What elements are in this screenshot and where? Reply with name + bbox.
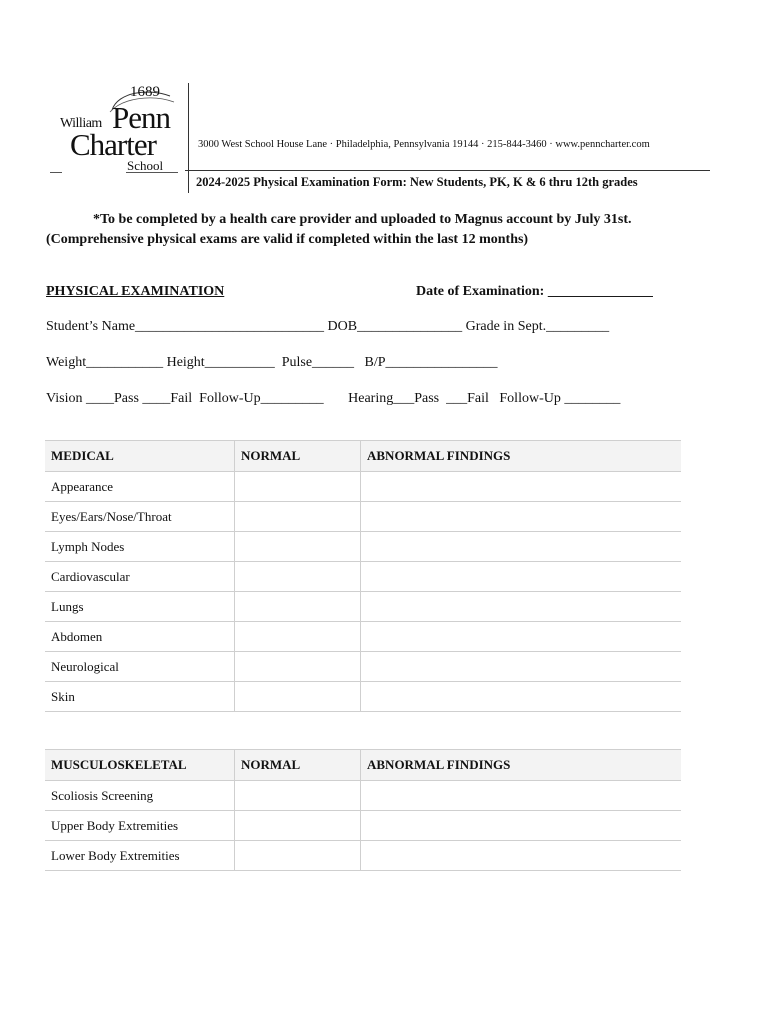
row-label: Scoliosis Screening: [45, 781, 235, 811]
row-label: Lower Body Extremities: [45, 841, 235, 871]
normal-cell[interactable]: [235, 652, 361, 682]
table-row: [45, 811, 681, 841]
header-divider-vertical: [188, 83, 189, 193]
abnormal-findings-cell[interactable]: [361, 652, 682, 682]
table-row: [45, 532, 681, 562]
header-normal: NORMAL: [235, 441, 361, 472]
normal-cell[interactable]: [235, 532, 361, 562]
vision-hearing-line[interactable]: Vision ____Pass ____Fail Follow-Up_________ Hearing___Pass ___Fail Follow-Up ________: [46, 391, 621, 406]
medical-table: [45, 440, 681, 712]
abnormal-findings-cell[interactable]: [361, 532, 682, 562]
abnormal-findings-cell[interactable]: [361, 502, 682, 532]
table-row: [45, 841, 681, 871]
header-normal: NORMAL: [235, 750, 361, 781]
logo-school: School: [127, 158, 164, 173]
row-label: Cardiovascular: [45, 562, 235, 592]
row-label: Appearance: [45, 472, 235, 502]
normal-cell[interactable]: [235, 592, 361, 622]
table-row: [45, 781, 681, 811]
table-row: [45, 682, 681, 712]
abnormal-findings-cell[interactable]: [361, 562, 682, 592]
student-info-line[interactable]: Student’s Name___________________________ DOB_______________ Grade in Sept._________: [46, 319, 610, 334]
abnormal-findings-cell[interactable]: [361, 472, 682, 502]
header-divider-horizontal: [185, 170, 710, 171]
physical-exam-heading: PHYSICAL EXAMINATION: [46, 284, 225, 299]
abnormal-findings-cell[interactable]: [361, 622, 682, 652]
logo-charter: Charter: [70, 127, 156, 162]
header-musculoskeletal: MUSCULOSKELETAL: [45, 750, 235, 781]
table-row: [45, 622, 681, 652]
logo-penn: Penn: [112, 100, 170, 135]
row-label: Skin: [45, 682, 235, 712]
abnormal-findings-cell[interactable]: [361, 841, 682, 871]
table-header-row: [45, 441, 681, 472]
vitals-line[interactable]: Weight___________ Height__________ Pulse______ B/P________________: [46, 355, 498, 370]
header-medical: MEDICAL: [45, 441, 235, 472]
musculoskeletal-table: [45, 749, 681, 871]
table-row: [45, 502, 681, 532]
table-header-row: [45, 750, 681, 781]
normal-cell[interactable]: [235, 811, 361, 841]
row-label: Eyes/Ears/Nose/Throat: [45, 502, 235, 532]
header-abnormal-findings: ABNORMAL FINDINGS: [361, 750, 682, 781]
school-logo: [50, 84, 180, 176]
header-abnormal-findings: ABNORMAL FINDINGS: [361, 441, 682, 472]
instruction-line-1: *To be completed by a health care provider and uploaded to Magnus account by July 31st.: [93, 212, 632, 227]
table-row: [45, 592, 681, 622]
row-label: Neurological: [45, 652, 235, 682]
abnormal-findings-cell[interactable]: [361, 811, 682, 841]
normal-cell[interactable]: [235, 472, 361, 502]
exam-date-field[interactable]: Date of Examination: _______________: [416, 284, 653, 299]
row-label: Lungs: [45, 592, 235, 622]
row-label: Upper Body Extremities: [45, 811, 235, 841]
school-address: 3000 West School House Lane · Philadelphia, Pennsylvania 19144 · 215-844-3460 · www.penncharter.com: [198, 139, 650, 150]
abnormal-findings-cell[interactable]: [361, 592, 682, 622]
normal-cell[interactable]: [235, 781, 361, 811]
table-row: [45, 652, 681, 682]
logo-year: 1689: [130, 84, 160, 100]
row-label: Lymph Nodes: [45, 532, 235, 562]
normal-cell[interactable]: [235, 841, 361, 871]
normal-cell[interactable]: [235, 682, 361, 712]
form-title: 2024-2025 Physical Examination Form: New Students, PK, K & 6 thru 12th grades: [196, 175, 638, 189]
instruction-line-2: (Comprehensive physical exams are valid if completed within the last 12 months): [46, 232, 529, 247]
normal-cell[interactable]: [235, 502, 361, 532]
abnormal-findings-cell[interactable]: [361, 682, 682, 712]
row-label: Abdomen: [45, 622, 235, 652]
normal-cell[interactable]: [235, 622, 361, 652]
abnormal-findings-cell[interactable]: [361, 781, 682, 811]
table-row: [45, 472, 681, 502]
normal-cell[interactable]: [235, 562, 361, 592]
table-row: [45, 562, 681, 592]
logo-william: William: [60, 116, 102, 131]
